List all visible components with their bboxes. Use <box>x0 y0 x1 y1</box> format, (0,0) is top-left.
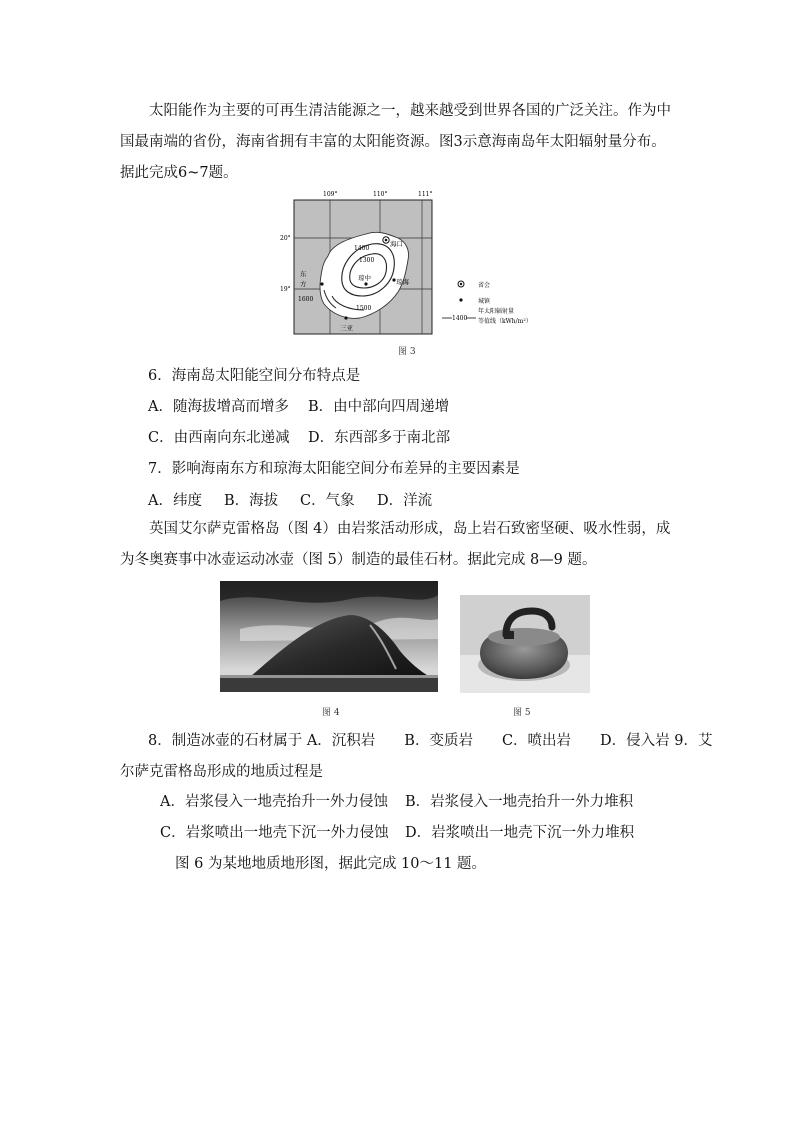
legend-town-icon <box>459 298 462 301</box>
q6-option-d: D．东西部多于南北部 <box>308 430 451 446</box>
place-dongfang-2: 方 <box>300 280 307 288</box>
legend-iso-2: 等值线（kWh/m²） <box>478 318 532 325</box>
lat-label-20: 20° <box>280 235 291 242</box>
place-sanya: 三亚 <box>340 324 353 332</box>
q7-option-d: D．洋流 <box>377 493 433 509</box>
q6-stem: 6．海南岛太阳能空间分布特点是 <box>148 368 361 384</box>
place-qiongzhong: 琼中 <box>358 274 371 282</box>
q9-stem-cont: 尔萨克雷格岛形成的地质过程是 <box>120 764 323 780</box>
intro-paragraph-3: 图 6 为某地地质地形图，据此完成 10～11 题。 <box>175 856 487 872</box>
q6-option-c: C．由西南向东北递减 <box>148 430 290 446</box>
legend-capital: 省会 <box>478 282 491 289</box>
fig5-caption: 图 5 <box>513 708 531 718</box>
q9-option-a: A．岩浆侵入一地壳抬升一外力侵蚀 <box>160 794 388 810</box>
q7-option-b: B．海拔 <box>224 493 279 509</box>
q9-option-d: D．岩浆喷出一地壳下沉一外力堆积 <box>405 825 635 841</box>
q8-line: 8．制造冰壶的石材属于 A．沉积岩 B．变质岩 C．喷出岩 D．侵入岩 9．艾 <box>148 733 713 749</box>
intro-paragraph-1: 太阳能作为主要的可再生清洁能源之一，越来越受到世界各国的广泛关注。作为中国最南端的省份，海南省拥有丰富的太阳能资源。图3示意海南岛年太阳辐射量分布。据此完成6~7题。 <box>120 103 671 181</box>
isoline-label-1500: 1500 <box>356 305 372 312</box>
isoline-label-1400: 1400 <box>354 245 370 252</box>
fig4-island-photo <box>220 581 438 692</box>
legend-iso-value: 1400 <box>452 315 468 322</box>
place-qionghai: 琼海 <box>396 278 409 286</box>
fig4-caption: 图 4 <box>322 708 340 718</box>
q9-option-b: B．岩浆侵入一地壳抬升一外力堆积 <box>405 794 634 810</box>
isoline-label-1300: 1300 <box>359 257 375 264</box>
hainan-solar-map <box>280 186 540 336</box>
legend-iso-1: 年太阳辐射量 <box>478 308 515 315</box>
q7-stem: 7．影响海南东方和琼海太阳能空间分布差异的主要因素是 <box>148 461 520 477</box>
q6-option-b: B．由中部向四周递增 <box>308 399 450 415</box>
fig5-curling-stone-photo <box>460 595 590 693</box>
town-marker-qiongzhong <box>364 282 367 285</box>
fig3-caption: 图 3 <box>398 347 416 357</box>
q9-option-c: C．岩浆喷出一地壳下沉一外力侵蚀 <box>160 825 389 841</box>
lon-label-109: 109° <box>323 191 338 198</box>
lat-label-19: 19° <box>280 286 291 293</box>
town-marker-sanya <box>344 316 347 319</box>
place-dongfang-1: 东 <box>300 270 307 278</box>
intro-paragraph-2: 英国艾尔萨克雷格岛（图 4）由岩浆活动形成，岛上岩石致密坚硬、吸水性弱，成为冬奥赛事中冰壶运动冰壶（图 5）制造的最佳石材。据此完成 8—9 题。 <box>120 521 671 568</box>
isoline-label-1600: 1600 <box>298 296 314 303</box>
lon-label-110: 110° <box>373 191 388 198</box>
town-marker-dongfang <box>320 282 323 285</box>
q7-option-a: A．纬度 <box>148 493 202 509</box>
lon-label-111: 111° <box>418 191 433 198</box>
q6-option-a: A．随海拔增高而增多 <box>148 399 289 415</box>
legend-town: 城镇 <box>478 298 491 305</box>
place-haikou: 海口 <box>390 240 403 248</box>
q7-option-c: C．气象 <box>300 493 355 509</box>
